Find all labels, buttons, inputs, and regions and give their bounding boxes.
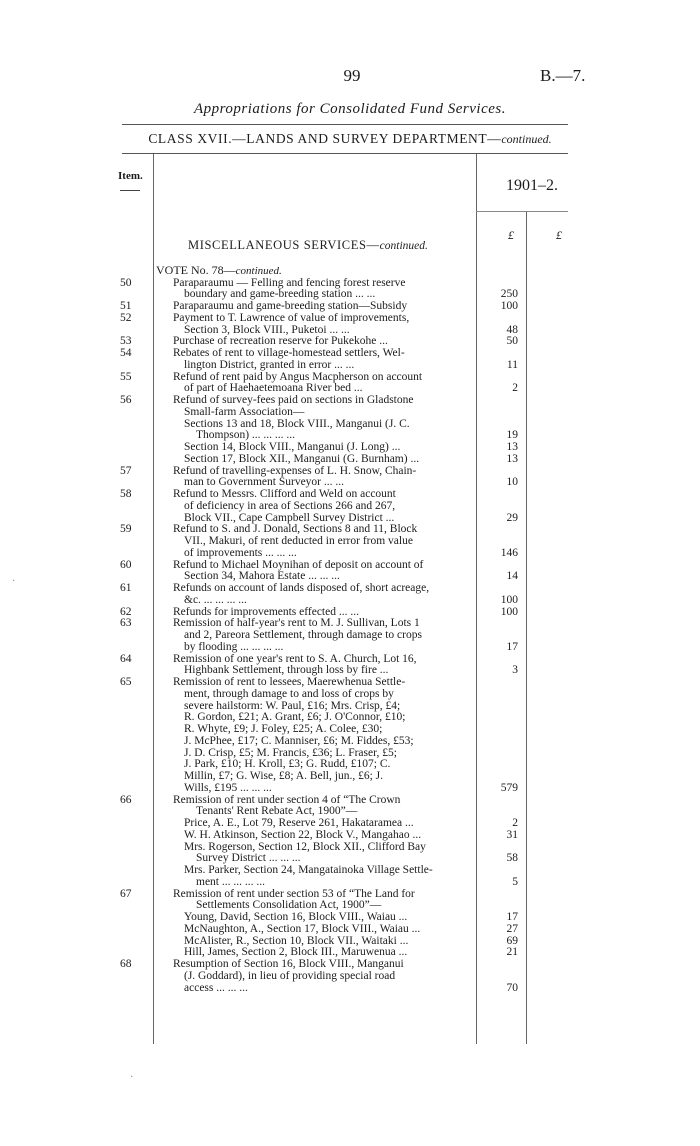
item-amount: 13 xyxy=(506,441,518,453)
table-row xyxy=(0,489,700,501)
item-description: Paraparaumu — Felling and fencing forest reserve xyxy=(173,277,406,289)
item-description: Refunds for improvements effected ... ... xyxy=(173,606,359,618)
item-amount: 19 xyxy=(506,429,518,442)
table-row xyxy=(0,289,700,301)
table-row xyxy=(0,313,700,325)
table-row xyxy=(0,771,700,783)
item-description: J. Park, £10; H. Kroll, £3; G. Rudd, £107; C. xyxy=(184,759,391,771)
item-description: by flooding ... ... ... ... xyxy=(184,641,284,653)
item-description: (J. Goddard), in lieu of providing special road xyxy=(184,970,396,982)
table-row xyxy=(0,877,700,889)
item-amount: 2 xyxy=(512,817,518,829)
item-description: Sections 13 and 18, Block VIII., Manganui (J. C. xyxy=(184,418,410,430)
item-description: Section 3, Block VIII., Puketoi ... ... xyxy=(184,324,350,336)
item-description: Mrs. Rogerson, Section 12, Block XII., Clifford Bay xyxy=(184,841,426,853)
table-row xyxy=(0,301,700,313)
table-row xyxy=(0,818,700,830)
header-rule xyxy=(122,153,568,154)
item-description: ment, through damage to and loss of crops by xyxy=(184,688,394,700)
item-amount: 146 xyxy=(500,546,518,559)
item-amount: 17 xyxy=(506,640,518,653)
table-row xyxy=(0,889,700,901)
item-description: Thompson) ... ... ... ... xyxy=(196,430,296,442)
item-description: access ... ... ... xyxy=(184,982,248,994)
item-description: of part of Haehaetemoana River bed ... xyxy=(184,383,363,395)
item-amount: 31 xyxy=(506,828,518,841)
item-description: Refund of rent paid by Angus Macpherson on account xyxy=(173,371,423,383)
table-row xyxy=(0,407,700,419)
item-amount: 14 xyxy=(506,570,518,583)
item-description: Refund to Messrs. Clifford and Weld on account xyxy=(173,489,396,500)
page-title: Appropriations for Consolidated Fund Services. xyxy=(193,101,506,117)
table-row xyxy=(0,536,700,548)
item-description: Tenants' Rent Rebate Act, 1900”— xyxy=(196,806,358,818)
item-amount: 3 xyxy=(512,664,518,677)
table-row xyxy=(0,748,700,760)
item-description: of improvements ... ... ... xyxy=(184,547,297,559)
item-description: man to Government Surveyor ... ... xyxy=(184,477,345,489)
table-row xyxy=(0,278,700,290)
item-amount: 11 xyxy=(506,358,518,371)
section-title-continued: continued. xyxy=(379,240,428,252)
table-row xyxy=(0,360,700,372)
item-number: 59 xyxy=(120,523,132,536)
item-amount: 48 xyxy=(506,323,518,336)
table-row xyxy=(0,501,700,513)
item-description: Young, David, Section 16, Block VIII., Waiau ... xyxy=(184,912,408,923)
table-row xyxy=(0,618,700,630)
item-description: Mrs. Parker, Section 24, Mangatainoka Village Settle- xyxy=(184,865,433,876)
item-description: J. D. Crisp, £5; M. Francis, £36; L. Fraser, £5; xyxy=(184,747,397,759)
class-heading-continued: continued. xyxy=(501,132,552,146)
item-amount: 13 xyxy=(506,452,518,465)
table-row xyxy=(0,524,700,536)
item-amount: 27 xyxy=(506,922,518,935)
item-number: 52 xyxy=(120,311,132,324)
section-title xyxy=(188,238,428,253)
item-description: Highbank Settlement, through loss by fire ... xyxy=(184,665,389,677)
class-heading xyxy=(0,131,700,147)
margin-mark: · xyxy=(12,576,16,587)
item-amount: 579 xyxy=(500,781,518,794)
table-row xyxy=(0,383,700,395)
table-row xyxy=(0,712,700,724)
item-number: 62 xyxy=(120,605,132,618)
item-amount: 100 xyxy=(500,593,518,606)
table-row xyxy=(0,607,700,619)
item-description: Payment to T. Lawrence of value of improvements, xyxy=(173,312,410,324)
item-description: Refund of travelling-expenses of L. H. Snow, Chain- xyxy=(173,465,417,477)
item-number: 68 xyxy=(120,958,132,970)
currency-symbol-total: £ xyxy=(556,228,562,242)
table-row xyxy=(0,454,700,466)
table-row xyxy=(0,560,700,572)
item-description: Survey District ... ... ... xyxy=(196,853,301,865)
item-number: 58 xyxy=(120,488,132,500)
table-row xyxy=(0,325,700,337)
item-amount: 2 xyxy=(512,382,518,395)
table-row xyxy=(0,759,700,771)
item-amount: 50 xyxy=(506,335,518,348)
item-description: Remission of one year's rent to S. A. Church, Lot 16, xyxy=(173,653,417,665)
table-row xyxy=(0,842,700,854)
table-row xyxy=(0,959,700,971)
top-rule xyxy=(122,124,568,125)
table-row xyxy=(0,466,700,478)
item-number: 56 xyxy=(120,394,132,406)
table-row xyxy=(0,395,700,407)
item-description: and 2, Pareora Settlement, through damage to crops xyxy=(184,630,422,641)
vote-heading-text: VOTE No. 78— xyxy=(156,263,236,277)
year-column-header: 1901–2. xyxy=(506,177,558,194)
item-amount: 58 xyxy=(506,852,518,865)
table-row xyxy=(0,701,700,713)
currency-symbol-detail: £ xyxy=(508,228,514,242)
item-description: Price, A. E., Lot 79, Reserve 261, Hakataramea ... xyxy=(184,818,414,829)
item-number: 54 xyxy=(120,347,132,359)
table-row xyxy=(0,853,700,865)
item-description: boundary and game-breeding station ... ... xyxy=(184,289,376,301)
section-title-text: MISCELLANEOUS SERVICES— xyxy=(188,238,380,252)
item-description: R. Whyte, £9; J. Foley, £25; A. Colee, £30; xyxy=(184,724,383,735)
item-description: Remission of rent under section 53 of “The Land for xyxy=(173,888,415,900)
item-description: McAlister, R., Section 10, Block VII., Waitaki ... xyxy=(184,935,409,947)
item-description: W. H. Atkinson, Section 22, Block V., Mangahao ... xyxy=(184,829,422,841)
table-row xyxy=(0,724,700,736)
table-row xyxy=(0,830,700,842)
class-heading-text: CLASS XVII.—LANDS AND SURVEY DEPARTMENT— xyxy=(148,131,502,146)
table-row xyxy=(0,936,700,948)
table-row xyxy=(0,689,700,701)
table-row xyxy=(0,630,700,642)
table-row xyxy=(0,806,700,818)
item-description: severe hailstorm: W. Paul, £16; Mrs. Crisp, £4; xyxy=(184,700,401,712)
item-amount: 10 xyxy=(506,476,518,489)
item-amount: 100 xyxy=(500,300,518,312)
table-row xyxy=(0,442,700,454)
item-description: Paraparaumu and game-breeding station—Subsidy xyxy=(173,301,408,312)
table-row xyxy=(0,336,700,348)
item-description: lington District, granted in error ... ... xyxy=(184,359,355,371)
table-row xyxy=(0,477,700,489)
item-description: Purchase of recreation reserve for Pukekohe ... xyxy=(173,336,388,348)
item-amount: 5 xyxy=(512,875,518,888)
item-column-header: Item. xyxy=(118,170,143,182)
page-reference: B.—7. xyxy=(540,66,586,85)
table-row xyxy=(0,912,700,924)
year-underline xyxy=(476,211,568,212)
item-description: Remission of rent under section 4 of “The Crown xyxy=(173,794,401,806)
item-description: Remission of rent to lessees, Maerewhenua Settle- xyxy=(173,677,406,688)
table-row xyxy=(0,795,700,807)
item-number: 66 xyxy=(120,793,132,806)
page-number: 99 xyxy=(343,66,361,85)
table-row xyxy=(0,900,700,912)
table-row xyxy=(0,571,700,583)
table-row xyxy=(0,595,700,607)
item-number: 61 xyxy=(120,582,132,594)
table-row xyxy=(0,548,700,560)
item-description: Section 17, Block XII., Manganui (G. Burnham) ... xyxy=(184,453,420,465)
item-amount: 250 xyxy=(500,288,518,301)
item-number: 51 xyxy=(120,300,132,312)
item-description: Hill, James, Section 2, Block III., Maruwenua ... xyxy=(184,947,408,959)
item-description: J. McPhee, £17; C. Manniser, £6; M. Fiddes, £53; xyxy=(184,735,414,747)
table-row xyxy=(0,783,700,795)
item-amount: 17 xyxy=(506,911,518,923)
item-amount: 70 xyxy=(506,981,518,994)
table-row xyxy=(0,924,700,936)
item-description: Refund of survey-fees paid on sections in Gladstone xyxy=(173,395,414,406)
table-row xyxy=(0,430,700,442)
table-row xyxy=(0,654,700,666)
table-row xyxy=(0,348,700,360)
item-description: Wills, £195 ... ... ... xyxy=(184,782,272,794)
item-description: &c. ... ... ... ... xyxy=(184,594,247,606)
vote-heading-continued: continued. xyxy=(235,265,282,277)
item-description: R. Gordon, £21; A. Grant, £6; J. O'Connor, £10; xyxy=(184,712,406,724)
item-description: McNaughton, A., Section 17, Block VIII., Waiau ... xyxy=(184,923,421,935)
table-row xyxy=(0,513,700,525)
item-number: 53 xyxy=(120,335,132,348)
item-description: Millin, £7; G. Wise, £8; A. Bell, jun., £6; J. xyxy=(184,771,383,782)
item-number: 64 xyxy=(120,652,132,665)
table-row xyxy=(0,865,700,877)
table-row xyxy=(0,583,700,595)
table-row xyxy=(0,947,700,959)
item-number: 50 xyxy=(120,276,132,289)
item-description: Block VII., Cape Campbell Survey District ... xyxy=(184,512,395,524)
item-description: of deficiency in area of Sections 266 and 267, xyxy=(184,500,396,512)
item-header-underline xyxy=(120,190,140,191)
item-description: Settlements Consolidation Act, 1900”— xyxy=(196,900,382,912)
vote-heading xyxy=(156,263,282,278)
table-row xyxy=(0,642,700,654)
item-description: Section 34, Mahora Estate ... ... ... xyxy=(184,571,340,583)
item-number: 65 xyxy=(120,676,132,688)
item-description: Remission of half-year's rent to M. J. Sullivan, Lots 1 xyxy=(173,618,420,630)
item-amount: 100 xyxy=(500,605,518,618)
item-description: Refund to S. and J. Donald, Sections 8 and 11, Block xyxy=(173,524,418,536)
margin-mark: · xyxy=(130,1072,134,1083)
table-row xyxy=(0,677,700,689)
table-row xyxy=(0,971,700,983)
item-amount: 69 xyxy=(506,934,518,947)
table-row xyxy=(0,419,700,431)
item-description: VII., Makuri, of rent deducted in error from value xyxy=(184,536,413,547)
table-row xyxy=(0,736,700,748)
table-row xyxy=(0,983,700,995)
item-description: Section 14, Block VIII., Manganui (J. Long) ... xyxy=(184,442,401,453)
item-description: Resumption of Section 16, Block VIII., Manganui xyxy=(173,959,404,970)
item-amount: 21 xyxy=(506,946,518,959)
item-number: 67 xyxy=(120,887,132,900)
item-number: 55 xyxy=(120,370,132,383)
item-description: Small-farm Association— xyxy=(184,406,305,418)
item-description: Refund to Michael Moynihan of deposit on account of xyxy=(173,559,424,571)
item-description: Rebates of rent to village-homestead settlers, Wel- xyxy=(173,348,405,359)
table-row xyxy=(0,665,700,677)
item-amount: 29 xyxy=(506,511,518,524)
item-description: Refunds on account of lands disposed of, short acreage, xyxy=(173,583,430,594)
item-description: ment ... ... ... ... xyxy=(196,876,265,888)
item-number: 60 xyxy=(120,558,132,571)
item-number: 57 xyxy=(120,464,132,477)
table-row xyxy=(0,372,700,384)
item-number: 63 xyxy=(120,617,132,630)
